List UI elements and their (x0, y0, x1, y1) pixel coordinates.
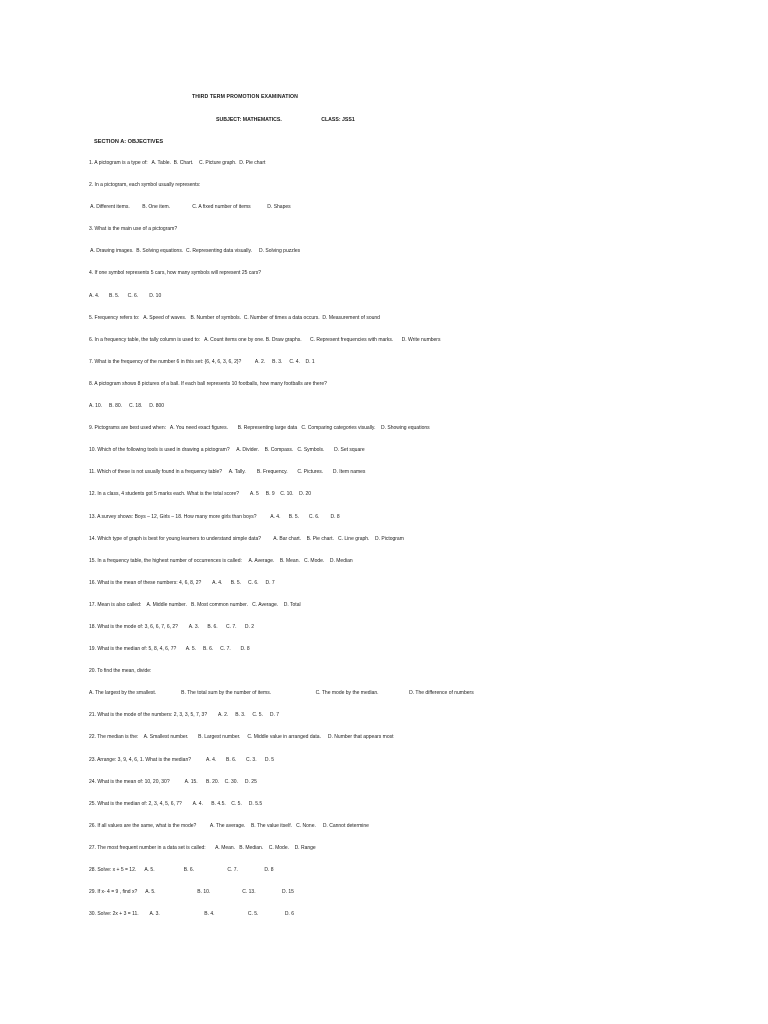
exam-title: THIRD TERM PROMOTION EXAMINATION (192, 94, 298, 100)
question-line: 29. If x- 4 = 9 , find x? A. 5. B. 10. C. 13. D. 15 (89, 889, 294, 896)
section-heading: SECTION A: OBJECTIVES (94, 139, 164, 145)
question-line: 14. Which type of graph is best for young learners to understand simple data? A. Bar chart. B. Pie chart. C. Line graph. D. Pictogram (89, 535, 404, 542)
question-line: 21. What is the mode of the numbers: 2, 3, 3, 5, 7, 3? A. 2. B. 3. C. 5. D. 7 (89, 712, 280, 719)
question-line: 10. Which of the following tools is used in drawing a pictogram? A. Divider. B. Compass. C. Symbols. D. Set square (89, 447, 365, 454)
question-list (89, 160, 768, 933)
question-line: 18. What is the mode of: 3, 6, 6, 7, 6, 2? A. 3. B. 6. C. 7. D. 2 (89, 623, 255, 630)
question-line: 17. Mean is also called: A. Middle number. B. Most common number. C. Average. D. Total (89, 601, 301, 608)
subject-class-line (216, 117, 355, 123)
question-line: 19. What is the median of: 5, 8, 4, 6, 7? A. 5. B. 6. C. 7. D. 8 (89, 646, 250, 653)
question-line: 5. Frequency refers to: A. Speed of waves. B. Number of symbols. C. Number of times a data occurs. D. Measurement of sound (89, 314, 380, 321)
question-line: 8. A pictogram shows 8 pictures of a ball. If each ball represents 10 footballs, how many footballs are there? (89, 380, 327, 387)
question-line: 30. Solve: 2x + 3 = 11. A. 3. B. 4. C. 5. D. 6 (89, 911, 294, 918)
question-line: 1. A pictogram is a type of: A. Table. B. Chart. C. Picture graph. D. Pie chart (89, 160, 266, 166)
question-line: 24. What is the mean of: 10, 20, 30? A. 15. B. 20. C. 30. D. 25 (89, 778, 257, 785)
question-line: 7. What is the frequency of the number 6 in this set: {6, 4, 6, 3, 6, 2}? A. 2. B. 3. C. 4. D. 1 (89, 358, 315, 365)
question-line: A. 10. B. 80. C. 18. D. 800 (89, 403, 165, 410)
question-line: 25. What is the median of: 2, 3, 4, 5, 6, 7? A. 4. B. 4.5. C. 5. D. 5.5 (89, 800, 263, 807)
question-line: 6. In a frequency table, the tally column is used to: A. Count items one by one. B. Draw graphs. C. Represent frequencies with marks. D. Write numbers (89, 336, 441, 343)
question-line: 13. A survey shows: Boys – 12, Girls – 18. How many more girls than boys? A. 4. B. 5. C. 6. D. 8 (89, 513, 340, 520)
question-line: 22. The median is the: A. Smallest number. B. Largest number. C. Middle value in arranged data. D. Number that appears most (89, 734, 394, 741)
subject-label: SUBJECT: MATHEMATICS. (216, 117, 282, 123)
question-line: 15. In a frequency table, the highest number of occurrences is called: A. Average. B. Mean. C. Mode. D. Median (89, 557, 353, 564)
question-line: 28. Solve: x + 5 = 12. A. 5. B. 6. C. 7. D. 8 (89, 867, 274, 873)
question-line: 16. What is the mean of these numbers: 4, 6, 8, 2? A. 4. B. 5. C. 6. D. 7 (89, 579, 275, 586)
question-line: 23. Arrange: 3, 9, 4, 6, 1. What is the median? A. 4. B. 6. C. 3. D. 5 (89, 756, 275, 763)
question-line: 2. In a pictogram, each symbol usually represents: (89, 182, 201, 189)
question-line: 11. Which of these is not usually found in a frequency table? A. Tally. B. Frequency. C. Pictures. D. Item names (89, 469, 366, 476)
question-line: 26. If all values are the same, what is the mode? A. The average. B. The value itself. C. None. D. Cannot determine (89, 822, 369, 829)
question-line: 27. The most frequent number in a data set is called: A. Mean. B. Median. C. Mode. D. Range (89, 844, 316, 851)
question-line: 20. To find the mean, divide: (89, 668, 152, 675)
class-label: CLASS: JSS1 (321, 117, 355, 123)
question-line: A. The largest by the smallest. B. The total sum by the number of items. C. The mode by the median. D. The difference of numbers (89, 690, 474, 697)
question-line: A. 4. B. 5. C. 6. D. 10 (89, 292, 162, 299)
question-line: 4. If one symbol represents 5 cars, how many symbols will represent 25 cars? (89, 270, 262, 277)
question-line: A. Different items. B. One item. C. A fixed number of items D. Shapes (89, 204, 291, 211)
question-line: A. Drawing images. B. Solving equations. C. Representing data visually. D. Solving puzzles (89, 248, 301, 255)
question-line: 3. What is the main use of a pictogram? (89, 226, 178, 233)
question-line: 9. Pictograms are best used when: A. You need exact figures. B. Representing large data C. Comparing categories visually. D. Showing equations (89, 425, 430, 432)
question-line: 12. In a class, 4 students got 5 marks each. What is the total score? A. 5 B. 9 C. 10. D. 20 (89, 491, 312, 498)
